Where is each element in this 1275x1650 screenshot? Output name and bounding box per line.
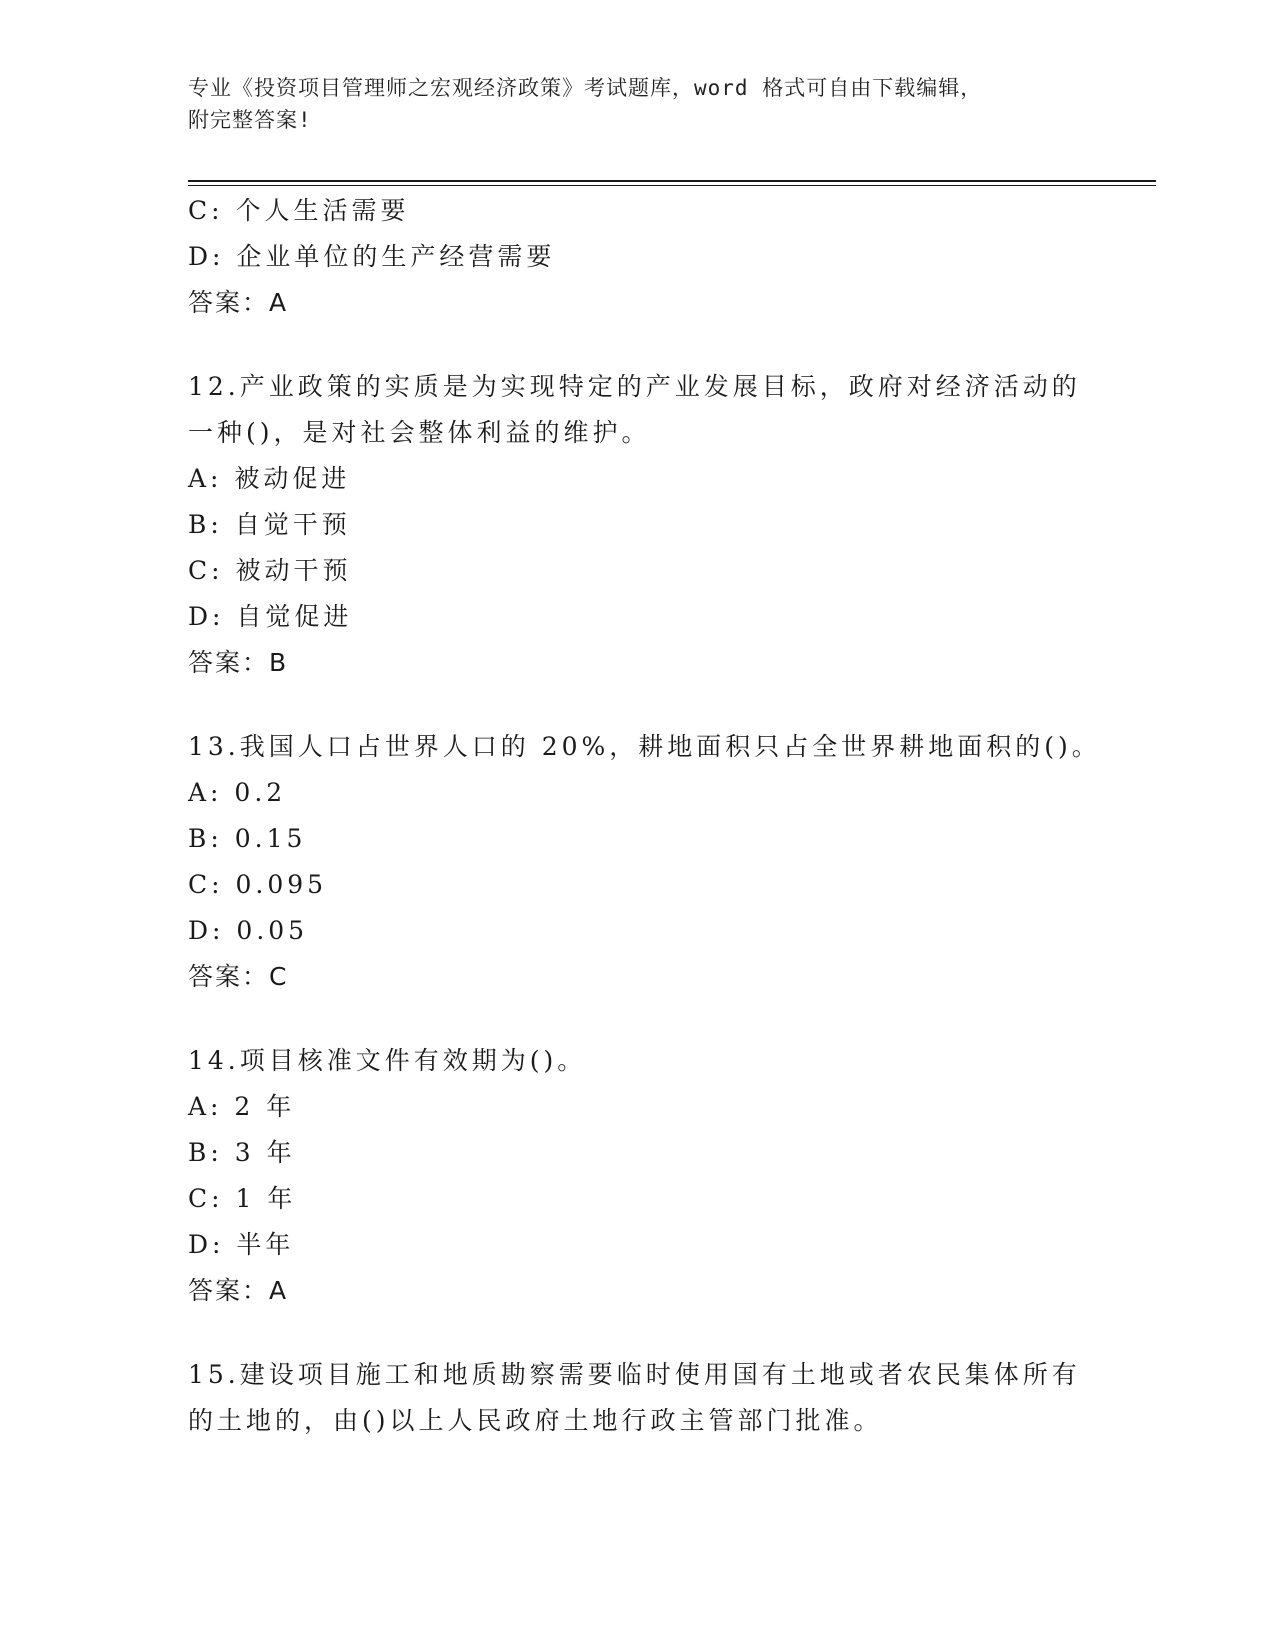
- spacer: [188, 326, 1088, 364]
- header-line-2: 附完整答案!: [188, 108, 312, 132]
- question-stem-line: 一种()，是对社会整体利益的维护。: [188, 418, 651, 447]
- option-d: D: 企业单位的生产经营需要: [188, 242, 556, 271]
- question-stem-line: 15.建设项目施工和地质勘察需要临时使用国有土地或者农民集体所有: [188, 1360, 1081, 1389]
- question-list: [188, 188, 1101, 1444]
- header-divider-thin: [188, 185, 1156, 186]
- question-11-continuation: [188, 188, 1088, 326]
- question-stem-line: 14.项目核准文件有效期为()。: [188, 1046, 587, 1075]
- option-c: C: 0.095: [188, 870, 328, 899]
- question-stem-line: 12.产业政策的实质是为实现特定的产业发展目标，政府对经济活动的: [188, 372, 1081, 401]
- document-header: [188, 72, 1068, 136]
- header-line-1: 专业《投资项目管理师之宏观经济政策》考试题库，word 格式可自由下载编辑，: [188, 76, 983, 100]
- option-a: A: 被动促进: [188, 464, 351, 493]
- option-d: D: 0.05: [188, 916, 309, 945]
- header-divider-thick: [188, 180, 1156, 182]
- option-b: B: 3 年: [188, 1138, 296, 1167]
- question-15: [188, 1352, 1088, 1444]
- option-a: A: 2 年: [188, 1092, 296, 1121]
- option-a: A: 0.2: [188, 778, 287, 807]
- question-12: [188, 364, 1088, 686]
- option-c: C: 个人生活需要: [188, 196, 410, 225]
- question-stem-line: 13.我国人口占世界人口的 20%，耕地面积只占全世界耕地面积的()。: [188, 732, 1101, 761]
- option-d: D: 自觉促进: [188, 602, 353, 631]
- option-d: D: 半年: [188, 1230, 295, 1259]
- spacer: [188, 686, 1088, 724]
- option-b: B: 0.15: [188, 824, 307, 853]
- answer: 答案：A: [188, 1276, 289, 1305]
- question-13: [188, 724, 1101, 1000]
- spacer: [188, 1314, 1088, 1352]
- question-14: [188, 1038, 1088, 1314]
- answer: 答案：A: [188, 288, 289, 317]
- option-b: B: 自觉干预: [188, 510, 351, 539]
- option-c: C: 被动干预: [188, 556, 352, 585]
- spacer: [188, 1000, 1088, 1038]
- question-stem-line: 的土地的，由()以上人民政府土地行政主管部门批准。: [188, 1406, 883, 1435]
- answer: 答案：C: [188, 962, 289, 991]
- option-c: C: 1 年: [188, 1184, 297, 1213]
- answer: 答案：B: [188, 648, 289, 677]
